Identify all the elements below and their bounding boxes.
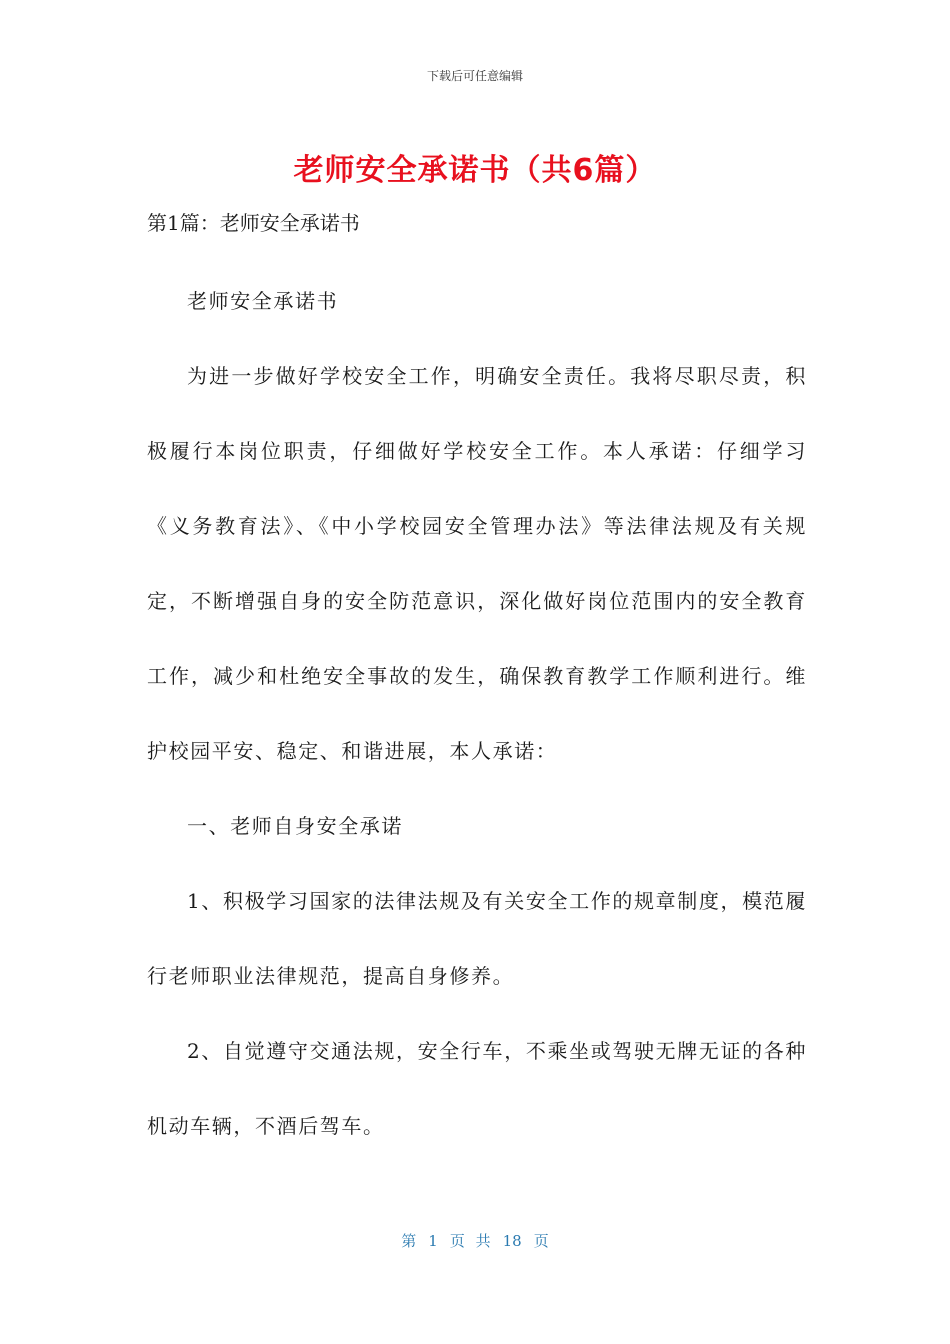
- footer-suffix: 页: [533, 1232, 549, 1250]
- footer-page-number: 1: [428, 1232, 438, 1250]
- footer-total-pages: 18: [502, 1232, 522, 1250]
- document-body: [147, 264, 807, 1164]
- footer-prefix: 第: [401, 1232, 417, 1250]
- paragraph-item-1: 1、积极学习国家的法律法规及有关安全工作的规章制度，模范履行老师职业法律规范，提高自身修养。: [147, 889, 807, 988]
- paragraph-section-one: 一、老师自身安全承诺: [187, 814, 403, 838]
- footer-middle: 页 共: [449, 1232, 491, 1250]
- page-header-note: 下载后可任意编辑: [426, 69, 523, 83]
- page-footer: [0, 1230, 950, 1251]
- section-heading: 第1篇：老师安全承诺书: [147, 211, 360, 235]
- paragraph-intro: 为进一步做好学校安全工作，明确安全责任。我将尽职尽责，积极履行本岗位职责，仔细做好学校安全工作。本人承诺：仔细学习《义务教育法》、《中小学校园安全管理办法》等法律法规及有关规定，不断增强自身的安全防范意识，深化做好岗位范围内的安全教育工作，减少和杜绝安全事故的发生，确保教育教学工作顺利进行。维护校园平安、稳定、和谐进展，本人承诺：: [147, 364, 807, 763]
- paragraph-subtitle: 老师安全承诺书: [187, 289, 339, 313]
- paragraph-item-2: 2、自觉遵守交通法规，安全行车，不乘坐或驾驶无牌无证的各种机动车辆，不酒后驾车。: [147, 1039, 807, 1138]
- document-title: 老师安全承诺书（共6篇）: [293, 153, 657, 188]
